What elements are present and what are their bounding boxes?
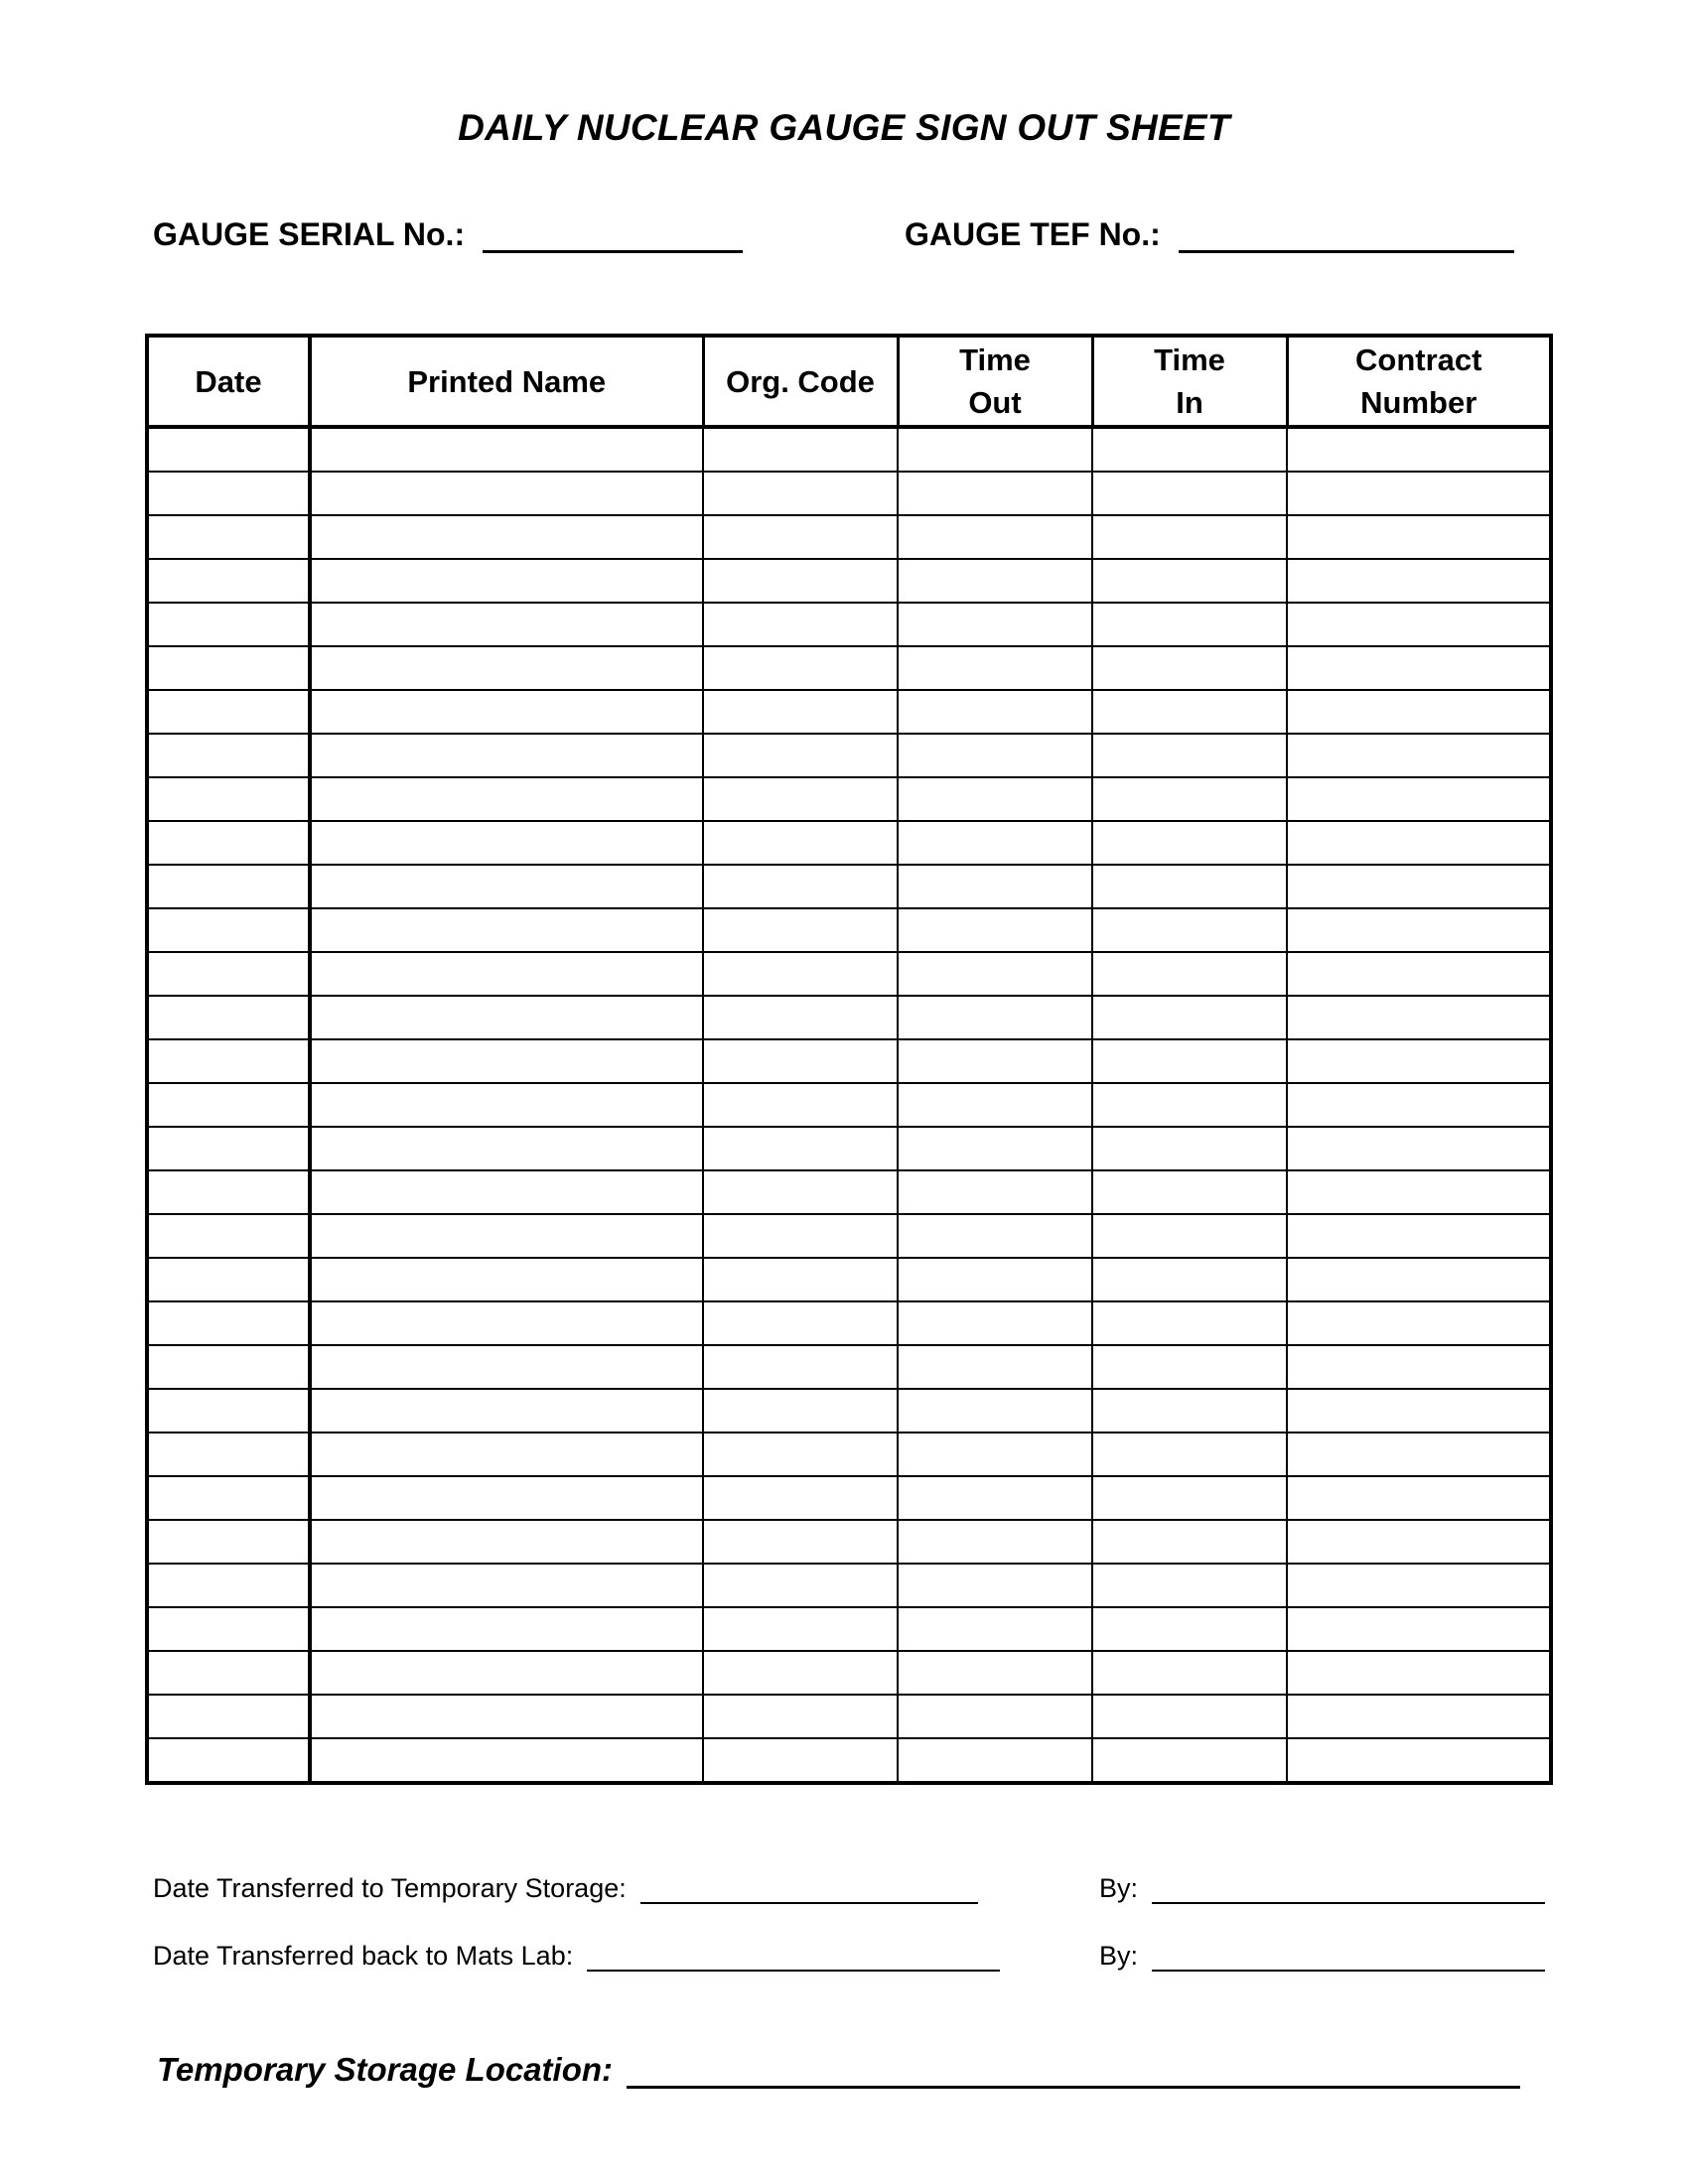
time-out-cell[interactable] <box>898 1170 1092 1214</box>
table-row <box>147 734 1551 777</box>
date-cell[interactable] <box>147 515 310 559</box>
date-cell[interactable] <box>147 1127 310 1170</box>
org-code-cell[interactable] <box>703 996 898 1039</box>
time-in-cell[interactable] <box>1092 1564 1287 1607</box>
contract-number-cell[interactable] <box>1287 1345 1551 1389</box>
transfer-temp-label: Date Transferred to Temporary Storage: <box>153 1873 627 1903</box>
table-row <box>147 1520 1551 1564</box>
date-cell[interactable] <box>147 865 310 908</box>
date-cell[interactable] <box>147 1083 310 1127</box>
gauge-tef-input-line[interactable] <box>1179 214 1514 253</box>
time-out-cell[interactable] <box>898 1607 1092 1651</box>
org-code-cell[interactable] <box>703 1301 898 1345</box>
printed-name-cell[interactable] <box>310 1651 703 1695</box>
org-code-cell[interactable] <box>703 1127 898 1170</box>
time-in-cell[interactable] <box>1092 1520 1287 1564</box>
date-cell[interactable] <box>147 690 310 734</box>
table-row <box>147 690 1551 734</box>
org-code-cell[interactable] <box>703 1476 898 1520</box>
date-cell[interactable] <box>147 559 310 603</box>
table-row <box>147 821 1551 865</box>
org-code-cell[interactable] <box>703 1695 898 1738</box>
org-code-cell[interactable] <box>703 734 898 777</box>
org-code-cell[interactable] <box>703 559 898 603</box>
org-code-cell[interactable] <box>703 427 898 472</box>
org-code-cell[interactable] <box>703 515 898 559</box>
storage-location-input-line[interactable] <box>627 2052 1520 2089</box>
printed-name-cell[interactable] <box>310 1607 703 1651</box>
time-out-cell[interactable] <box>898 777 1092 821</box>
date-cell[interactable] <box>147 734 310 777</box>
table-row <box>147 472 1551 515</box>
table-row <box>147 1170 1551 1214</box>
org-code-cell[interactable] <box>703 1433 898 1476</box>
time-in-cell[interactable] <box>1092 515 1287 559</box>
date-cell[interactable] <box>147 1564 310 1607</box>
table-row <box>147 865 1551 908</box>
table-row <box>147 1389 1551 1433</box>
time-out-cell[interactable] <box>898 996 1092 1039</box>
printed-name-cell[interactable] <box>310 427 703 472</box>
time-in-cell[interactable] <box>1092 1476 1287 1520</box>
table-row <box>147 559 1551 603</box>
printed-name-cell[interactable] <box>310 515 703 559</box>
contract-number-cell[interactable] <box>1287 1520 1551 1564</box>
time-out-cell[interactable] <box>898 690 1092 734</box>
gauge-serial-label: GAUGE SERIAL No.: <box>153 216 466 252</box>
date-cell[interactable] <box>147 1345 310 1389</box>
by-label-2: By: <box>1099 1941 1139 1971</box>
transfer-temp-input-line[interactable] <box>640 1874 978 1904</box>
printed-name-cell[interactable] <box>310 472 703 515</box>
contract-number-cell[interactable] <box>1287 1258 1551 1301</box>
table-row <box>147 996 1551 1039</box>
date-cell[interactable] <box>147 821 310 865</box>
time-in-cell[interactable] <box>1092 1738 1287 1783</box>
contract-number-cell[interactable] <box>1287 690 1551 734</box>
time-in-cell[interactable] <box>1092 1301 1287 1345</box>
date-cell[interactable] <box>147 472 310 515</box>
printed-name-cell[interactable] <box>310 1345 703 1389</box>
contract-number-cell[interactable] <box>1287 646 1551 690</box>
time-out-cell[interactable] <box>898 908 1092 952</box>
org-code-cell[interactable] <box>703 777 898 821</box>
org-code-cell[interactable] <box>703 1389 898 1433</box>
column-header-printed-name: Printed Name <box>310 336 703 427</box>
table-row <box>147 1127 1551 1170</box>
date-cell[interactable] <box>147 1258 310 1301</box>
time-out-cell[interactable] <box>898 559 1092 603</box>
sign-out-table <box>145 334 1553 1785</box>
printed-name-cell[interactable] <box>310 1738 703 1783</box>
date-cell[interactable] <box>147 1389 310 1433</box>
org-code-cell[interactable] <box>703 472 898 515</box>
time-in-cell[interactable] <box>1092 908 1287 952</box>
by-input-line-1[interactable] <box>1152 1874 1545 1904</box>
table-row <box>147 1301 1551 1345</box>
printed-name-cell[interactable] <box>310 1039 703 1083</box>
time-out-cell[interactable] <box>898 1083 1092 1127</box>
table-row <box>147 1607 1551 1651</box>
table-row <box>147 1695 1551 1738</box>
printed-name-cell[interactable] <box>310 1083 703 1127</box>
time-out-cell[interactable] <box>898 646 1092 690</box>
time-out-cell[interactable] <box>898 1345 1092 1389</box>
time-in-cell[interactable] <box>1092 1345 1287 1389</box>
contract-number-cell[interactable] <box>1287 1564 1551 1607</box>
date-cell[interactable] <box>147 996 310 1039</box>
table-body <box>147 427 1551 1783</box>
time-out-cell[interactable] <box>898 1389 1092 1433</box>
time-out-cell[interactable] <box>898 1476 1092 1520</box>
table-row <box>147 1476 1551 1520</box>
time-out-cell[interactable] <box>898 427 1092 472</box>
time-in-cell[interactable] <box>1092 777 1287 821</box>
table-row <box>147 1039 1551 1083</box>
printed-name-cell[interactable] <box>310 1127 703 1170</box>
time-in-cell[interactable] <box>1092 1607 1287 1651</box>
table-row <box>147 1433 1551 1476</box>
time-out-cell[interactable] <box>898 952 1092 996</box>
time-in-cell[interactable] <box>1092 690 1287 734</box>
contract-number-cell[interactable] <box>1287 515 1551 559</box>
date-cell[interactable] <box>147 1695 310 1738</box>
printed-name-cell[interactable] <box>310 1214 703 1258</box>
time-in-cell[interactable] <box>1092 865 1287 908</box>
storage-location-label: Temporary Storage Location: <box>157 2051 614 2088</box>
table-row <box>147 777 1551 821</box>
page-title: DAILY NUCLEAR GAUGE SIGN OUT SHEET <box>458 107 1230 148</box>
time-out-cell[interactable] <box>898 1039 1092 1083</box>
org-code-cell[interactable] <box>703 1738 898 1783</box>
printed-name-cell[interactable] <box>310 952 703 996</box>
time-out-cell[interactable] <box>898 1651 1092 1695</box>
date-cell[interactable] <box>147 603 310 646</box>
printed-name-cell[interactable] <box>310 996 703 1039</box>
contract-number-cell[interactable] <box>1287 1607 1551 1651</box>
org-code-cell[interactable] <box>703 952 898 996</box>
table-row <box>147 1738 1551 1783</box>
org-code-cell[interactable] <box>703 646 898 690</box>
table-row <box>147 952 1551 996</box>
printed-name-cell[interactable] <box>310 1564 703 1607</box>
org-code-cell[interactable] <box>703 1520 898 1564</box>
gauge-tef-label: GAUGE TEF No.: <box>905 216 1161 252</box>
contract-number-cell[interactable] <box>1287 1433 1551 1476</box>
contract-number-cell[interactable] <box>1287 472 1551 515</box>
printed-name-cell[interactable] <box>310 1258 703 1301</box>
printed-name-cell[interactable] <box>310 1301 703 1345</box>
time-out-cell[interactable] <box>898 1433 1092 1476</box>
transfer-temp-field <box>153 1873 978 1904</box>
date-cell[interactable] <box>147 427 310 472</box>
transfer-back-label: Date Transferred back to Mats Lab: <box>153 1941 574 1971</box>
transfer-back-field <box>153 1941 1000 1972</box>
org-code-cell[interactable] <box>703 1258 898 1301</box>
date-cell[interactable] <box>147 1170 310 1214</box>
printed-name-cell[interactable] <box>310 559 703 603</box>
column-header-org-code: Org. Code <box>703 336 898 427</box>
date-cell[interactable] <box>147 1520 310 1564</box>
printed-name-cell[interactable] <box>310 1170 703 1214</box>
time-out-cell[interactable] <box>898 1127 1092 1170</box>
time-in-cell[interactable] <box>1092 1695 1287 1738</box>
printed-name-cell[interactable] <box>310 646 703 690</box>
date-cell[interactable] <box>147 1039 310 1083</box>
time-out-cell[interactable] <box>898 865 1092 908</box>
time-in-cell[interactable] <box>1092 1258 1287 1301</box>
date-cell[interactable] <box>147 952 310 996</box>
date-cell[interactable] <box>147 777 310 821</box>
contract-number-cell[interactable] <box>1287 996 1551 1039</box>
printed-name-cell[interactable] <box>310 734 703 777</box>
by-field-2 <box>1099 1941 1545 1972</box>
contract-number-cell[interactable] <box>1287 1738 1551 1783</box>
time-out-cell[interactable] <box>898 1564 1092 1607</box>
table-row <box>147 603 1551 646</box>
transfer-back-input-line[interactable] <box>587 1942 1000 1972</box>
by-field-1 <box>1099 1873 1545 1904</box>
org-code-cell[interactable] <box>703 690 898 734</box>
contract-number-cell[interactable] <box>1287 1301 1551 1345</box>
time-in-cell[interactable] <box>1092 821 1287 865</box>
org-code-cell[interactable] <box>703 1345 898 1389</box>
date-cell[interactable] <box>147 1607 310 1651</box>
date-cell[interactable] <box>147 1433 310 1476</box>
contract-number-cell[interactable] <box>1287 908 1551 952</box>
table-row <box>147 1564 1551 1607</box>
table-row <box>147 908 1551 952</box>
by-input-line-2[interactable] <box>1152 1942 1545 1972</box>
column-header-date: Date <box>147 336 310 427</box>
table-row <box>147 1258 1551 1301</box>
printed-name-cell[interactable] <box>310 865 703 908</box>
printed-name-cell[interactable] <box>310 1433 703 1476</box>
org-code-cell[interactable] <box>703 603 898 646</box>
org-code-cell[interactable] <box>703 1214 898 1258</box>
contract-number-cell[interactable] <box>1287 865 1551 908</box>
column-header-time-in: Time In <box>1092 336 1287 427</box>
printed-name-cell[interactable] <box>310 1520 703 1564</box>
table-row <box>147 515 1551 559</box>
printed-name-cell[interactable] <box>310 1476 703 1520</box>
contract-number-cell[interactable] <box>1287 1170 1551 1214</box>
date-cell[interactable] <box>147 646 310 690</box>
contract-number-cell[interactable] <box>1287 559 1551 603</box>
time-out-cell[interactable] <box>898 1695 1092 1738</box>
time-in-cell[interactable] <box>1092 952 1287 996</box>
printed-name-cell[interactable] <box>310 690 703 734</box>
contract-number-cell[interactable] <box>1287 427 1551 472</box>
table-row <box>147 1083 1551 1127</box>
printed-name-cell[interactable] <box>310 1389 703 1433</box>
time-in-cell[interactable] <box>1092 1389 1287 1433</box>
table-header-row <box>147 336 1551 427</box>
time-out-cell[interactable] <box>898 515 1092 559</box>
org-code-cell[interactable] <box>703 1564 898 1607</box>
org-code-cell[interactable] <box>703 1651 898 1695</box>
org-code-cell[interactable] <box>703 1170 898 1214</box>
printed-name-cell[interactable] <box>310 777 703 821</box>
time-out-cell[interactable] <box>898 1258 1092 1301</box>
contract-number-cell[interactable] <box>1287 952 1551 996</box>
time-in-cell[interactable] <box>1092 427 1287 472</box>
time-in-cell[interactable] <box>1092 1170 1287 1214</box>
printed-name-cell[interactable] <box>310 1695 703 1738</box>
date-cell[interactable] <box>147 1651 310 1695</box>
contract-number-cell[interactable] <box>1287 1389 1551 1433</box>
time-in-cell[interactable] <box>1092 1083 1287 1127</box>
org-code-cell[interactable] <box>703 1083 898 1127</box>
org-code-cell[interactable] <box>703 865 898 908</box>
by-label-1: By: <box>1099 1873 1139 1903</box>
time-out-cell[interactable] <box>898 821 1092 865</box>
org-code-cell[interactable] <box>703 1039 898 1083</box>
date-cell[interactable] <box>147 908 310 952</box>
time-out-cell[interactable] <box>898 472 1092 515</box>
printed-name-cell[interactable] <box>310 603 703 646</box>
time-in-cell[interactable] <box>1092 1433 1287 1476</box>
time-out-cell[interactable] <box>898 1214 1092 1258</box>
time-in-cell[interactable] <box>1092 996 1287 1039</box>
contract-number-cell[interactable] <box>1287 821 1551 865</box>
date-cell[interactable] <box>147 1476 310 1520</box>
org-code-cell[interactable] <box>703 1607 898 1651</box>
storage-location-field <box>157 2051 1520 2089</box>
table-row <box>147 1651 1551 1695</box>
time-out-cell[interactable] <box>898 1738 1092 1783</box>
printed-name-cell[interactable] <box>310 821 703 865</box>
time-in-cell[interactable] <box>1092 559 1287 603</box>
contract-number-cell[interactable] <box>1287 603 1551 646</box>
time-in-cell[interactable] <box>1092 734 1287 777</box>
date-cell[interactable] <box>147 1214 310 1258</box>
time-out-cell[interactable] <box>898 1301 1092 1345</box>
gauge-tef-field <box>905 214 1514 253</box>
contract-number-cell[interactable] <box>1287 1476 1551 1520</box>
time-out-cell[interactable] <box>898 734 1092 777</box>
table-row <box>147 1345 1551 1389</box>
date-cell[interactable] <box>147 1738 310 1783</box>
contract-number-cell[interactable] <box>1287 734 1551 777</box>
time-in-cell[interactable] <box>1092 1127 1287 1170</box>
contract-number-cell[interactable] <box>1287 1039 1551 1083</box>
column-header-time-out: Time Out <box>898 336 1092 427</box>
time-in-cell[interactable] <box>1092 1039 1287 1083</box>
time-out-cell[interactable] <box>898 1520 1092 1564</box>
contract-number-cell[interactable] <box>1287 777 1551 821</box>
table-row <box>147 646 1551 690</box>
contract-number-cell[interactable] <box>1287 1695 1551 1738</box>
contract-number-cell[interactable] <box>1287 1083 1551 1127</box>
time-in-cell[interactable] <box>1092 646 1287 690</box>
time-in-cell[interactable] <box>1092 472 1287 515</box>
contract-number-cell[interactable] <box>1287 1214 1551 1258</box>
contract-number-cell[interactable] <box>1287 1651 1551 1695</box>
table-row <box>147 1214 1551 1258</box>
printed-name-cell[interactable] <box>310 908 703 952</box>
time-in-cell[interactable] <box>1092 603 1287 646</box>
time-out-cell[interactable] <box>898 603 1092 646</box>
table-row <box>147 427 1551 472</box>
column-header-contract-number: Contract Number <box>1287 336 1551 427</box>
org-code-cell[interactable] <box>703 908 898 952</box>
time-in-cell[interactable] <box>1092 1214 1287 1258</box>
date-cell[interactable] <box>147 1301 310 1345</box>
contract-number-cell[interactable] <box>1287 1127 1551 1170</box>
gauge-serial-input-line[interactable] <box>483 214 743 253</box>
org-code-cell[interactable] <box>703 821 898 865</box>
time-in-cell[interactable] <box>1092 1651 1287 1695</box>
gauge-serial-field <box>153 214 743 253</box>
